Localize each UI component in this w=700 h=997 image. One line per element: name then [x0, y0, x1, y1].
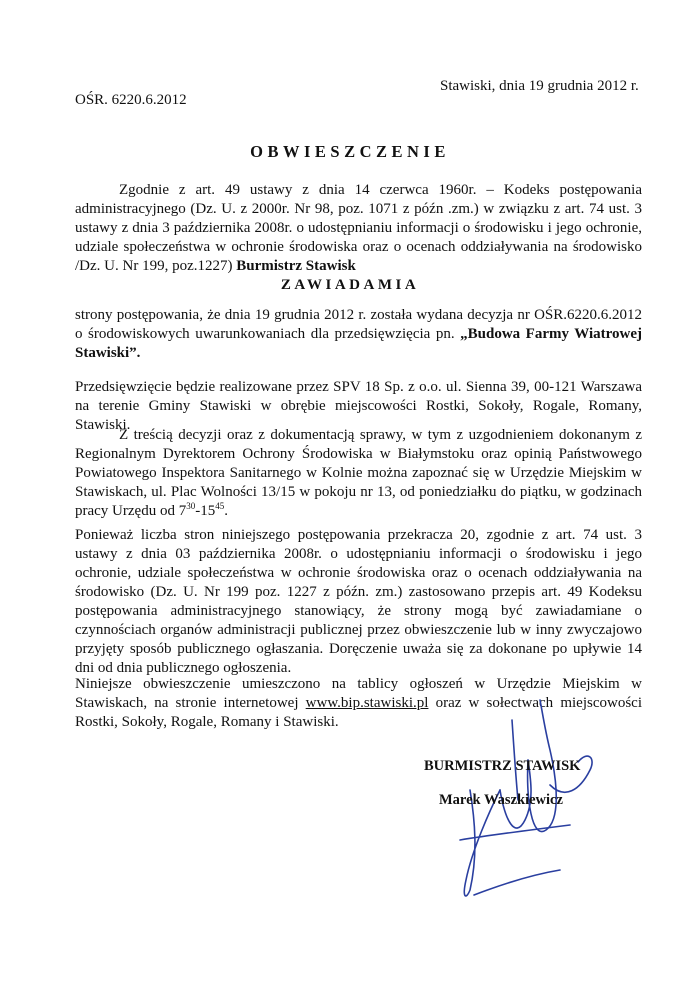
intro-paragraph — [75, 181, 642, 276]
office-hours: $7^{30}-15^{45}$ — [178, 501, 225, 519]
issuing-authority: Burmistrz Stawisk — [236, 258, 356, 274]
signatory-title: BURMISTRZ STAWISK — [424, 758, 581, 774]
publication-text-end: oraz w sołectwach miejscowości Rostki, Sokoły, Rogale, Romany i Stawiski. — [75, 695, 642, 730]
publication-text: Niniejsze obwieszczenie umieszczono na tablicy ogłoszeń w Urzędzie Miejskim w Stawiskach, na stronie internetowej — [75, 676, 642, 711]
document-title: OBWIESZCZENIE — [250, 142, 450, 161]
section-heading: ZAWIADAMIA — [280, 277, 420, 293]
signatory-name: Marek Waszkiewicz — [439, 792, 563, 808]
legal-basis-paragraph: Ponieważ liczba stron niniejszego postępowania przekracza 20, zgodnie z art. 74 ust. 3 ustawy z dnia 03 października 2008r. o udostępnianiu informacji o środowisku i jego ochronie, udziale społeczeństwa w ochronie środowiska oraz o ocenach oddziaływania na środowisko (Dz. U. Nr 199 poz. 1227 z późn. zm.) zastosowano przepis art. 49 Kodeksu postępowania administracyjnego stanowiący, że strony mogą być zawiadamiane o czynnościach organów administracji publicznej przez obwieszczenie lub w inny zwyczajowo przyjęty sposób publicznego ogłaszania. Doręczenie uważa się za dokonane po upływie 14 dni od dnia publicznego ogłoszenia. — [75, 527, 642, 676]
project-name: „Budowa Farmy Wiatrowej Stawiski”. — [75, 326, 643, 361]
bip-link[interactable]: www.bip.stawiski.pl — [305, 695, 429, 711]
access-text: Z treścią decyzji oraz z dokumentacją sprawy, w tym z uzgodnieniem dokonanym z Regionalnym Dyrektorem Ochrony Środowiska w Białymstoku oraz opinią Państwowego Powiatowego Inspektora Sanitarnego w Kolnie można zapoznać się w Urzędzie Miejskim w Stawiskach, ul. Plac Wolności 13/15 w pokoju nr 13, od poniedziałku do piątku, w godzinach pracy Urzędu od — [75, 427, 642, 519]
reference-number: OŚR. 6220.6.2012 — [75, 92, 187, 108]
access-paragraph: Z treścią decyzji oraz z dokumentacją sprawy, w tym z uzgodnieniem dokonanym z Regionalnym Dyrektorem Ochrony Środowiska w Białymstoku oraz opinią Państwowego Powiatowego Inspektora Sanitarnego w Kolnie można zapoznać się w Urzędzie Miejskim w Stawiskach, ul. Plac Wolności 13/15 w pokoju nr 13, od poniedziałku do piątku, w godzinach pracy Urzędu od $7^{30}-15^{45}$. — [75, 427, 642, 519]
document-date: Stawiski, dnia 19 grudnia 2012 r. — [440, 78, 639, 94]
investor-paragraph: Przedsięwzięcie będzie realizowane przez SPV 18 Sp. z o.o. ul. Sienna 39, 00-121 Warszawa na terenie Gminy Stawiski w obrębie miejscowości Rostki, Sokoły, Rogale, Romany, Stawiski. — [75, 379, 642, 433]
notice-text: strony postępowania, że dnia 19 grudnia 2012 r. została wydana decyzja nr OŚR.6220.6.2012 o środowiskowych uwarunkowaniach dla przedsięwzięcia pn. — [75, 307, 642, 342]
notice-paragraph — [75, 306, 642, 363]
intro-text: Zgodnie z art. 49 ustawy z dnia 14 czerwca 1960r. – Kodeks postępowania administracyjnego (Dz. U. z 2000r. Nr 98, poz. 1071 z późn .zm.) w związku z art. 74 ust. 3 ustawy z dnia 3 października 2008r. o udostępnianiu informacji o środowisku i jego ochronie, udziale społeczeństwa w ochronie środowiska oraz o ocenach oddziaływania na środowisko /Dz. U. Nr 199, poz.1227) — [75, 182, 642, 274]
